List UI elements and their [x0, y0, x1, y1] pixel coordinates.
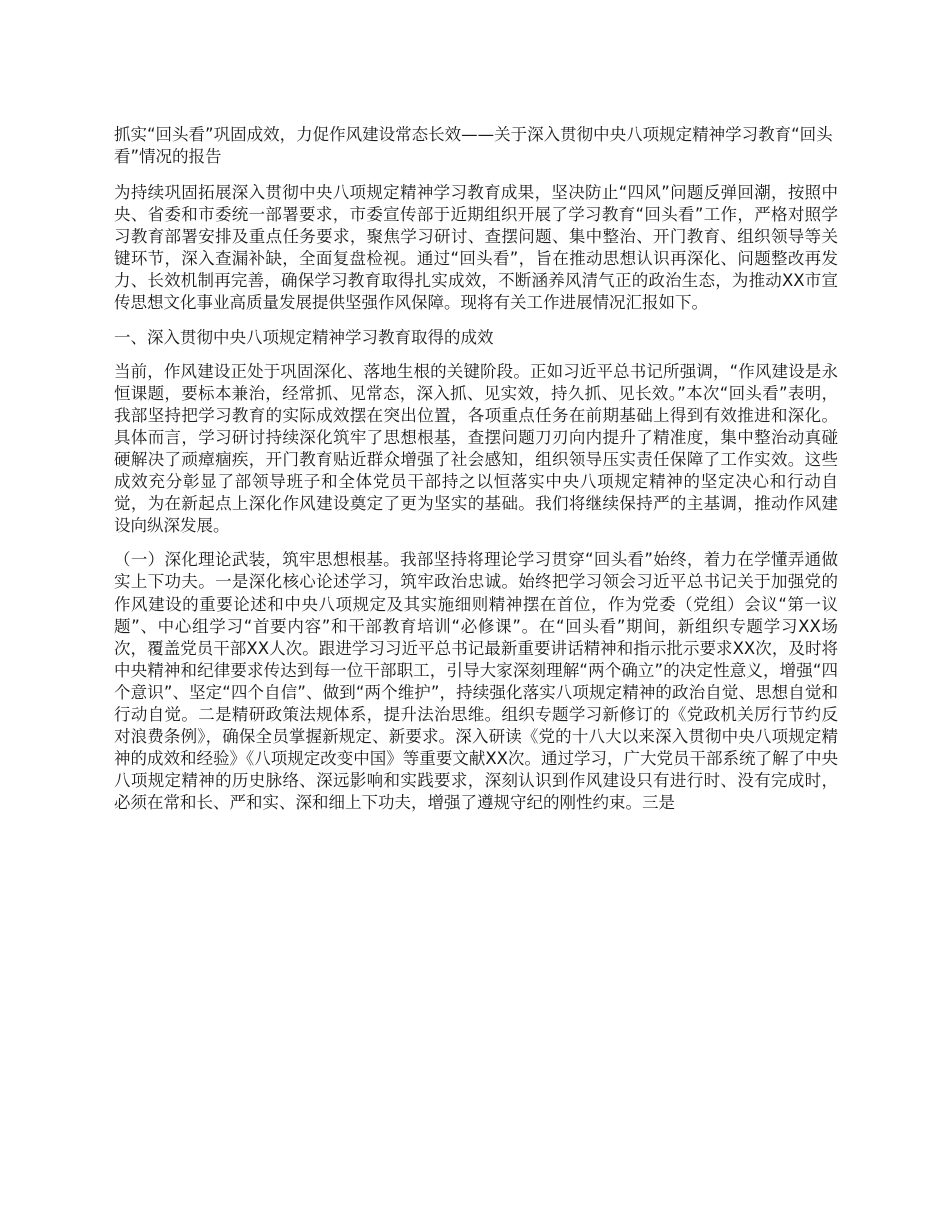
document-title: 抓实“回头看”巩固成效，力促作风建设常态长效——关于深入贯彻中央八项规定精神学习教育“回头看”情况的报告: [114, 125, 833, 166]
section-paragraph: 当前，作风建设正处于巩固深化、落地生根的关键阶段。正如习近平总书记所强调，“作风建设是永恒课题，要标本兼治，经常抓、见常态，深入抓、见实效，持久抓、见长效。”本次“回头看”表明，我部坚持把学习教育的实际成效摆在突出位置，各项重点任务在前期基础上得到有效推进和深化。具体而言，学习研讨持续深化筑牢了思想根基，查摆问题刀刃向内提升了精准度，集中整治动真碰硬解决了顽瘴痼疾，开门教育贴近群众增强了社会感知，组织领导压实责任保障了工作实效。这些成效充分彰显了部领导班子和全体党员干部持之以恒落实中央八项规定精神的坚定决心和行动自觉，为在新起点上深化作风建设奠定了更为坚实的基础。我们将继续保持严的主基调，推动作风建设向纵深发展。: [114, 361, 838, 536]
section-heading: 一、深入贯彻中央八项规定精神学习教育取得的成效: [114, 327, 494, 347]
subsection-paragraph: （一）深化理论武装，筑牢思想根基。我部坚持将理论学习贯穿“回头看”始终，着力在学懂弄通做实上下功夫。一是深化核心论述学习，筑牢政治忠诚。始终把学习领会习近平总书记关于加强党的作风建设的重要论述和中央八项规定及其实施细则精神摆在首位，作为党委（党组）会议“第一议题”、中心组学习“首要内容”和干部教育培训“必修课”。在“回头看”期间，新组织专题学习XX场次，覆盖党员干部XX人次。跟进学习习近平总书记最新重要讲话精神和指示批示要求XX次，及时将中央精神和纪律要求传达到每一位干部职工，引导大家深刻理解“两个确立”的决定性意义，增强“四个意识”、坚定“四个自信”、做到“两个维护”，持续强化落实八项规定精神的政治自觉、思想自觉和行动自觉。二是精研政策法规体系，提升法治思维。组织专题学习新修订的《党政机关厉行节约反对浪费条例》，确保全员掌握新规定、新要求。深入研读《党的十八大以来深入贯彻中央八项规定精神的成效和经验》《八项规定改变中国》等重要文献XX次。通过学习，广大党员干部系统了解了中央八项规定精神的历史脉络、深远影响和实践要求，深刻认识到作风建设只有进行时、没有完成时，必须在常和长、严和实、深和细上下功夫，增强了遵规守纪的刚性约束。三是: [114, 550, 838, 813]
intro-paragraph: 为持续巩固拓展深入贯彻中央八项规定精神学习教育成果，坚决防止“四风”问题反弹回潮，按照中央、省委和市委统一部署要求，市委宣传部于近期组织开展了学习教育“回头看”工作，严格对照学习教育部署安排及重点任务要求，聚焦学习研讨、查摆问题、集中整治、开门教育、组织领导等关键环节，深入查漏补缺，全面复盘检视。通过“回头看”，旨在推动思想认识再深化、问题整改再发力、长效机制再完善，确保学习教育取得扎实成效，不断涵养风清气正的政治生态，为推动XX市宣传思想文化事业高质量发展提供坚强作风保障。现将有关工作进展情况汇报如下。: [114, 183, 838, 313]
document-page: [114, 124, 838, 826]
